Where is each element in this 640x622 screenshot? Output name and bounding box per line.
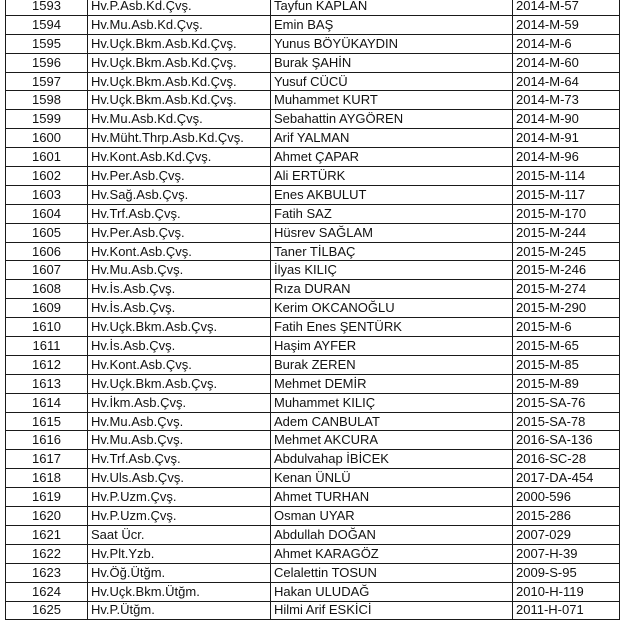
registry-number-cell: 2014-M-60 [513,53,620,72]
row-number-cell: 1612 [6,355,88,374]
table-row [6,223,620,242]
registry-number-cell: 2015-M-117 [513,185,620,204]
rank-cell: Hv.Uçk.Bkm.Asb.Çvş. [88,374,271,393]
table-row [6,110,620,129]
person-name-cell: Abdulvahap İBİCEK [271,450,513,469]
personnel-table [5,0,620,620]
table-row [6,318,620,337]
table-row [6,53,620,72]
registry-number-cell: 2015-SA-78 [513,412,620,431]
row-number-cell: 1598 [6,91,88,110]
rank-cell: Hv.Sağ.Asb.Çvş. [88,185,271,204]
row-number-cell: 1619 [6,488,88,507]
row-number-cell: 1607 [6,261,88,280]
rank-cell: Hv.Mu.Asb.Çvş. [88,261,271,280]
rank-cell: Hv.Uçk.Bkm.Asb.Kd.Çvş. [88,72,271,91]
rank-cell: Hv.Mu.Asb.Kd.Çvş. [88,110,271,129]
table-row [6,15,620,34]
row-number-cell: 1606 [6,242,88,261]
person-name-cell: Fatih Enes ŞENTÜRK [271,318,513,337]
row-number-cell: 1618 [6,469,88,488]
registry-number-cell: 2015-M-85 [513,355,620,374]
person-name-cell: Kenan ÜNLÜ [271,469,513,488]
registry-number-cell: 2015-M-244 [513,223,620,242]
table-row [6,412,620,431]
person-name-cell: Ahmet KARAGÖZ [271,544,513,563]
person-name-cell: Yusuf CÜCÜ [271,72,513,91]
registry-number-cell: 2015-M-274 [513,280,620,299]
person-name-cell: Sebahattin AYGÖREN [271,110,513,129]
registry-number-cell: 2014-M-64 [513,72,620,91]
registry-number-cell: 2014-M-73 [513,91,620,110]
registry-number-cell: 2015-M-114 [513,167,620,186]
row-number-cell: 1614 [6,393,88,412]
registry-number-cell: 2015-M-290 [513,299,620,318]
rank-cell: Hv.Uçk.Bkm.Asb.Kd.Çvş. [88,53,271,72]
person-name-cell: Enes AKBULUT [271,185,513,204]
row-number-cell: 1603 [6,185,88,204]
table-row [6,280,620,299]
person-name-cell: Abdullah DOĞAN [271,525,513,544]
table-row [6,582,620,601]
table-row [6,337,620,356]
rank-cell: Hv.Uçk.Bkm.Asb.Çvş. [88,318,271,337]
table-row [6,450,620,469]
person-name-cell: Hakan ULUDAĞ [271,582,513,601]
row-number-cell: 1600 [6,129,88,148]
rank-cell: Hv.Trf.Asb.Çvş. [88,204,271,223]
row-number-cell: 1617 [6,450,88,469]
table-row [6,469,620,488]
rank-cell: Hv.Uçk.Bkm.Asb.Kd.Çvş. [88,34,271,53]
row-number-cell: 1605 [6,223,88,242]
rank-cell: Hv.P.Ütğm. [88,601,271,620]
person-name-cell: Ahmet ÇAPAR [271,148,513,167]
row-number-cell: 1615 [6,412,88,431]
rank-cell: Hv.İs.Asb.Çvş. [88,299,271,318]
rank-cell: Hv.Trf.Asb.Çvş. [88,450,271,469]
rank-cell: Hv.İs.Asb.Çvş. [88,280,271,299]
registry-number-cell: 2014-M-59 [513,15,620,34]
registry-number-cell: 2016-SC-28 [513,450,620,469]
person-name-cell: Burak ZEREN [271,355,513,374]
registry-number-cell: 2007-H-39 [513,544,620,563]
table-row [6,525,620,544]
table-row [6,299,620,318]
registry-number-cell: 2007-029 [513,525,620,544]
rank-cell: Hv.Kont.Asb.Çvş. [88,355,271,374]
row-number-cell: 1616 [6,431,88,450]
rank-cell: Hv.İs.Asb.Çvş. [88,337,271,356]
table-row [6,507,620,526]
row-number-cell: 1623 [6,563,88,582]
rank-cell: Hv.Müht.Thrp.Asb.Kd.Çvş. [88,129,271,148]
person-name-cell: Celalettin TOSUN [271,563,513,582]
rank-cell: Hv.Uls.Asb.Çvş. [88,469,271,488]
row-number-cell: 1611 [6,337,88,356]
rank-cell: Hv.Kont.Asb.Kd.Çvş. [88,148,271,167]
row-number-cell: 1594 [6,15,88,34]
person-name-cell: Kerim OKCANOĞLU [271,299,513,318]
table-row [6,242,620,261]
row-number-cell: 1608 [6,280,88,299]
table-row [6,0,620,15]
row-number-cell: 1604 [6,204,88,223]
registry-number-cell: 2015-M-245 [513,242,620,261]
table-row [6,34,620,53]
rank-cell: Hv.P.Asb.Kd.Çvş. [88,0,271,15]
row-number-cell: 1597 [6,72,88,91]
table-row [6,544,620,563]
registry-number-cell: 2017-DA-454 [513,469,620,488]
rank-cell: Hv.Mu.Asb.Çvş. [88,412,271,431]
rank-cell: Hv.Uçk.Bkm.Asb.Kd.Çvş. [88,91,271,110]
row-number-cell: 1601 [6,148,88,167]
table-body [6,0,620,620]
person-name-cell: Ahmet TURHAN [271,488,513,507]
table-row [6,488,620,507]
table-row [6,601,620,620]
rank-cell: Hv.Plt.Yzb. [88,544,271,563]
table-row [6,261,620,280]
table-row [6,563,620,582]
person-name-cell: Muhammet KILIÇ [271,393,513,412]
table-row [6,355,620,374]
rank-cell: Hv.Kont.Asb.Çvş. [88,242,271,261]
rank-cell: Hv.Mu.Asb.Çvş. [88,431,271,450]
registry-number-cell: 2015-M-170 [513,204,620,223]
rank-cell: Hv.Per.Asb.Çvş. [88,223,271,242]
registry-number-cell: 2016-SA-136 [513,431,620,450]
registry-number-cell: 2015-M-89 [513,374,620,393]
person-name-cell: Arif YALMAN [271,129,513,148]
table-row [6,148,620,167]
person-name-cell: Fatih SAZ [271,204,513,223]
table-row [6,129,620,148]
person-name-cell: Mehmet DEMİR [271,374,513,393]
table-row [6,185,620,204]
row-number-cell: 1622 [6,544,88,563]
person-name-cell: İlyas KILIÇ [271,261,513,280]
rank-cell: Hv.Per.Asb.Çvş. [88,167,271,186]
registry-number-cell: 2015-M-65 [513,337,620,356]
person-name-cell: Rıza DURAN [271,280,513,299]
rank-cell: Hv.P.Uzm.Çvş. [88,488,271,507]
registry-number-cell: 2011-H-071 [513,601,620,620]
table-row [6,393,620,412]
table-row [6,72,620,91]
person-name-cell: Mehmet AKCURA [271,431,513,450]
registry-number-cell: 2015-SA-76 [513,393,620,412]
registry-number-cell: 2009-S-95 [513,563,620,582]
registry-number-cell: 2014-M-96 [513,148,620,167]
table-row [6,431,620,450]
table-row [6,91,620,110]
registry-number-cell: 2014-M-90 [513,110,620,129]
person-name-cell: Osman UYAR [271,507,513,526]
person-name-cell: Hilmi Arif ESKİCİ [271,601,513,620]
registry-number-cell: 2015-M-246 [513,261,620,280]
row-number-cell: 1624 [6,582,88,601]
row-number-cell: 1599 [6,110,88,129]
rank-cell: Hv.Uçk.Bkm.Ütğm. [88,582,271,601]
table-row [6,167,620,186]
person-name-cell: Taner TİLBAÇ [271,242,513,261]
person-name-cell: Burak ŞAHİN [271,53,513,72]
row-number-cell: 1620 [6,507,88,526]
registry-number-cell: 2014-M-6 [513,34,620,53]
person-name-cell: Ali ERTÜRK [271,167,513,186]
row-number-cell: 1613 [6,374,88,393]
row-number-cell: 1602 [6,167,88,186]
person-name-cell: Tayfun KAPLAN [271,0,513,15]
table-row [6,204,620,223]
person-name-cell: Yunus BÖYÜKAYDIN [271,34,513,53]
rank-cell: Hv.İkm.Asb.Çvş. [88,393,271,412]
registry-number-cell: 2014-M-57 [513,0,620,15]
person-name-cell: Hüsrev SAĞLAM [271,223,513,242]
registry-number-cell: 2014-M-91 [513,129,620,148]
rank-cell: Hv.P.Uzm.Çvş. [88,507,271,526]
registry-number-cell: 2010-H-119 [513,582,620,601]
registry-number-cell: 2015-M-6 [513,318,620,337]
row-number-cell: 1610 [6,318,88,337]
table-row [6,374,620,393]
row-number-cell: 1593 [6,0,88,15]
row-number-cell: 1595 [6,34,88,53]
row-number-cell: 1621 [6,525,88,544]
registry-number-cell: 2000-596 [513,488,620,507]
rank-cell: Hv.Mu.Asb.Kd.Çvş. [88,15,271,34]
rank-cell: Saat Ücr. [88,525,271,544]
rank-cell: Hv.Öğ.Ütğm. [88,563,271,582]
person-name-cell: Haşim AYFER [271,337,513,356]
person-name-cell: Adem CANBULAT [271,412,513,431]
registry-number-cell: 2015-286 [513,507,620,526]
row-number-cell: 1609 [6,299,88,318]
row-number-cell: 1596 [6,53,88,72]
person-name-cell: Muhammet KURT [271,91,513,110]
row-number-cell: 1625 [6,601,88,620]
person-name-cell: Emin BAŞ [271,15,513,34]
